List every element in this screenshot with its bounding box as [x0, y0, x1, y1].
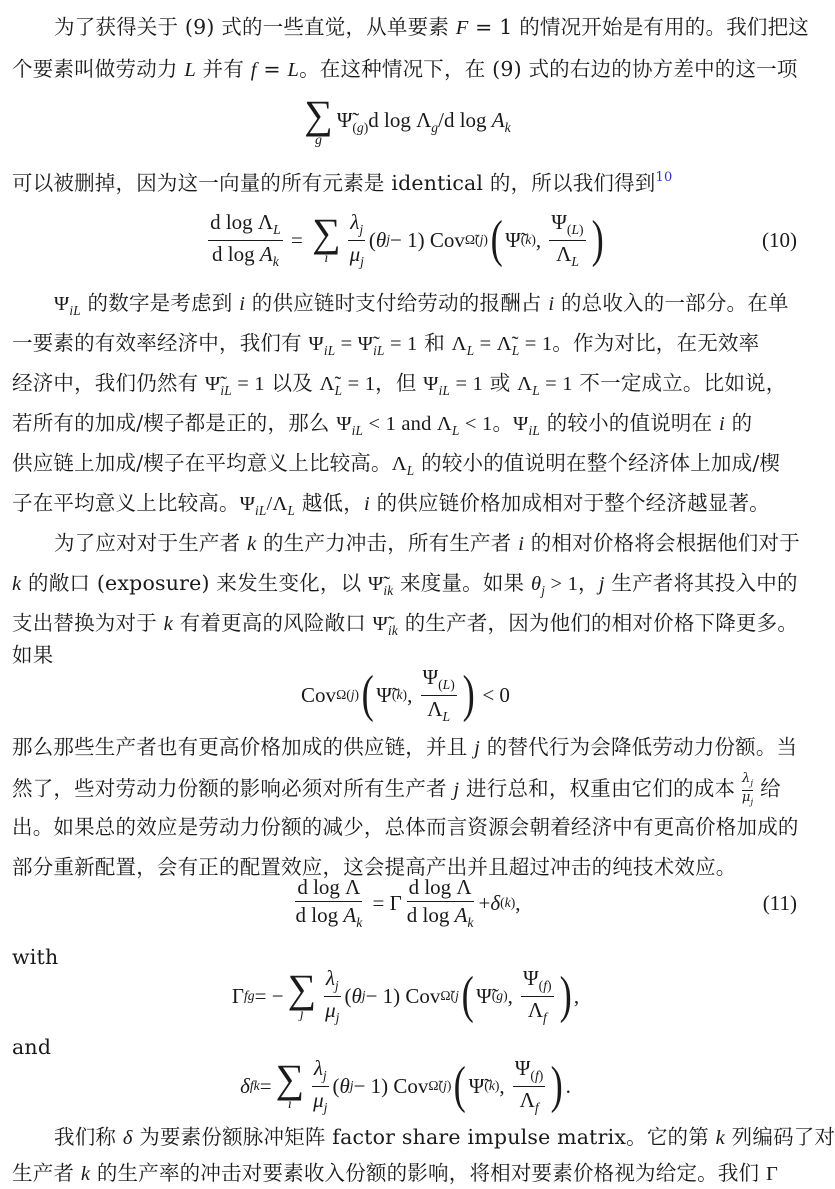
equation-delta-definition: δ fk = ∑ i $\frac{\lambda_j}{\mu_j}$ ( θ j − 1) Cov Ω̃(j) ( Ψ̃ (k) , $\frac{\Psi_{(f)}}{\Lambda_f}$ ) . [240, 1055, 571, 1115]
paragraph-line: 为了获得关于 (9) 式的一些直觉，从单要素 F = 1 的情况开始是有用的。我们把这 [54, 15, 809, 39]
paragraph-line: 经济中，我们仍然有 $\Psĩ_{iL} = 1$ 以及 $\Lambdã_L = 1$，但 $\Psi_{iL} = 1$ 或 $\Lambda_L = 1$ 不一定成立。比如说， [12, 371, 787, 399]
paragraph-line: 然了，些对劳动力份额的影响必须对所有生产者 j 进行总和，权重由它们的成本 $\frac{\lambda_j}{\mu_j}$ 给 [12, 771, 781, 807]
paragraph-line: 支出替换为对于 k 有着更高的风险敞口 $\Psĩ_{ik}$ 的生产者，因为他们的相对价格下降更多。 [12, 611, 799, 639]
with-label: with [12, 945, 59, 969]
paragraph-line: 若所有的加成/楔子都是正的，那么 $\Psi_{iL} < 1$ and $\Lambda_L < 1$。$\Psi_{iL}$ 的较小的值说明在 i 的 [12, 411, 753, 439]
paragraph-line: 生产者 k 的生产率的冲击对要素收入份额的影响，将相对要素价格视为给定。我们 Γ [12, 1161, 779, 1185]
equation-11: $\frac{\text{d log Λ}}{d \log A_k}$ = Γ $\frac{\text{d log Λ}}{d \log A_k}$ + δ (k) , (11) [295, 874, 797, 930]
paragraph-line: 供应链上加成/楔子在平均意义上比较高。$\Lambda_L$ 的较小的值说明在整个经济体上加成/楔 [12, 451, 781, 479]
paragraph-line: 为了应对对于生产者 k 的生产力冲击，所有生产者 i 的相对价格将会根据他们对于 [54, 531, 800, 555]
footnote-link[interactable]: 10 [655, 170, 673, 185]
paragraph-line: 子在平均意义上比较高。$\Psi_{iL}/\Lambda_L$ 越低，i 的供应链价格加成相对于整个经济越显著。 [12, 491, 770, 519]
paragraph-line: 如果 [12, 643, 54, 667]
paragraph-line: $\Psi_{iL}$ 的数字是考虑到 i 的供应链时支付给劳动的报酬占 i 的总收入的一部分。在单 [54, 291, 789, 319]
equation-10: $\frac{d \log \Lambda_L}{d \log A_k}$ = ∑ i $\frac{\lambda_j}{\mu_j}$ ( θ j − 1) Cov Ω̃(j) ( Ψ̃ (k) , $\frac{\Psi_{(L)}}{\Lambda_L}$ ) (10) [210, 209, 797, 269]
and-label: and [12, 1035, 52, 1059]
equation-gamma-definition: Γ fg = − ∑ j $\frac{\lambda_j}{\mu_j}$ ( θ j − 1) Cov Ω̃(j ( Ψ̃ (g) , $\frac{\Psi_{(f)}}{\Lambda_f}$ ) , [231, 965, 580, 1025]
paragraph-line: 出。如果总的效应是劳动力份额的减少，总体而言资源会朝着经济中有更高价格加成的 [12, 815, 799, 839]
paragraph-line: 个要素叫做劳动力 L 并有 f = L。在这种情况下，在 (9) 式的右边的协方差中的这一项 [12, 57, 798, 81]
paragraph-line: 那么那些生产者也有更高价格加成的供应链，并且 j 的替代行为会降低劳动力份额。当 [12, 735, 798, 759]
paragraph-line: 部分重新配置，会有正的配置效应，这会提高产出并且超过冲击的纯技术效应。 [12, 855, 737, 879]
display-equation-sum: ∑ g $\Psĩ_{(g)}d$ $\log \Lambda_g/d$ $\log A_k$ [304, 92, 511, 148]
paragraph-line: 我们称 δ 为要素份额脉冲矩阵 factor share impulse matrix。它的第 k 列编码了对 [54, 1125, 835, 1149]
paragraph-line: k 的敞口 (exposure) 来发生变化，以 $\Psĩ_{ik}$ 来度量。如果 $\theta_j > 1$，j 生产者将其投入中的 [12, 571, 798, 599]
display-equation-cov-condition: Cov Ω(j) ( Ψ̃ (k) , $\frac{\Psi_{(L)}}{\Lambda_L}$ ) < 0 [301, 664, 510, 724]
equation-number: (11) [762, 890, 797, 915]
paragraph-line [12, 163, 799, 198]
paragraph-line: 一要素的有效率经济中，我们有 $\Psi_{iL}$ = $\Psĩ_{iL} = 1$ 和 $\Lambda_L$ = $\Lambdã_L = 1$。作为对比，在无效率 [12, 331, 760, 359]
equation-number: (10) [762, 227, 797, 252]
text: 可以被删掉，因为这一向量的所有元素是 identical 的，所以我们得到 [12, 171, 656, 195]
